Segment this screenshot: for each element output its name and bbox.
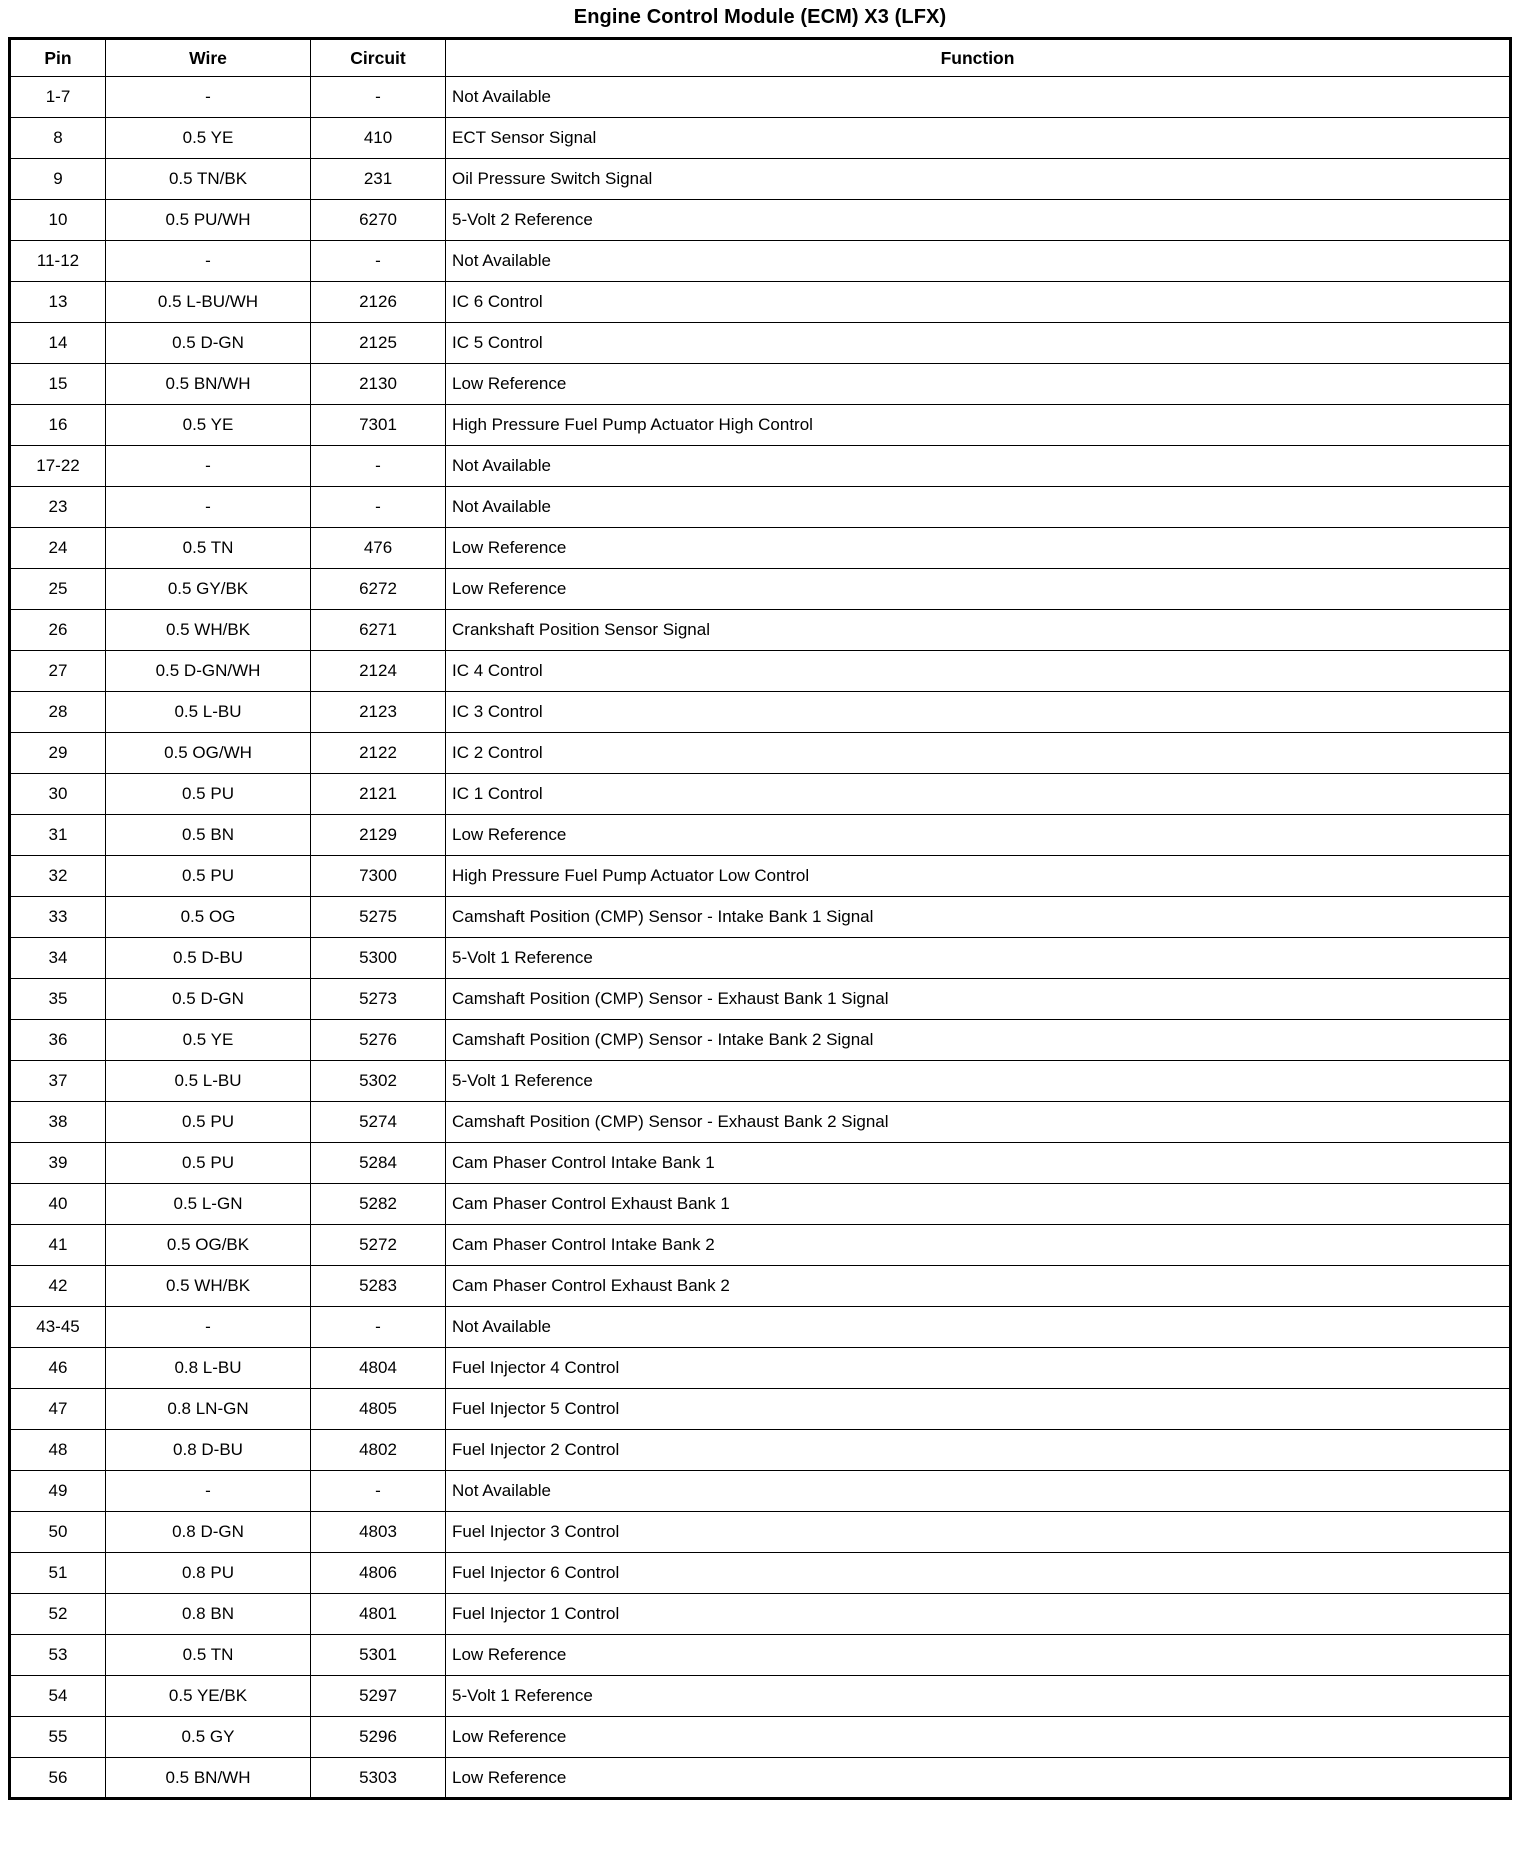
cell-wire: 0.5 D-BU [106, 938, 311, 979]
table-row [10, 1061, 1511, 1102]
cell-function: Low Reference [446, 1758, 1511, 1799]
cell-pin: 34 [10, 938, 106, 979]
table-row [10, 446, 1511, 487]
cell-wire: 0.5 D-GN [106, 323, 311, 364]
table-row [10, 569, 1511, 610]
cell-circuit: 4804 [311, 1348, 446, 1389]
cell-pin: 49 [10, 1471, 106, 1512]
cell-pin: 26 [10, 610, 106, 651]
table-row [10, 282, 1511, 323]
cell-pin: 29 [10, 733, 106, 774]
cell-wire: 0.5 L-GN [106, 1184, 311, 1225]
column-header-pin: Pin [10, 39, 106, 77]
cell-function: Camshaft Position (CMP) Sensor - Exhaust Bank 1 Signal [446, 979, 1511, 1020]
table-row [10, 774, 1511, 815]
cell-pin: 38 [10, 1102, 106, 1143]
table-row [10, 1020, 1511, 1061]
cell-function: Low Reference [446, 1635, 1511, 1676]
cell-wire: - [106, 241, 311, 282]
cell-function: ECT Sensor Signal [446, 118, 1511, 159]
cell-pin: 13 [10, 282, 106, 323]
cell-pin: 15 [10, 364, 106, 405]
cell-wire: - [106, 77, 311, 118]
ecm-pinout-table [8, 37, 1512, 1800]
cell-wire: 0.5 WH/BK [106, 1266, 311, 1307]
cell-circuit: 5303 [311, 1758, 446, 1799]
cell-wire: 0.5 YE/BK [106, 1676, 311, 1717]
table-row [10, 487, 1511, 528]
cell-pin: 14 [10, 323, 106, 364]
cell-function: Camshaft Position (CMP) Sensor - Intake Bank 1 Signal [446, 897, 1511, 938]
cell-circuit: 2129 [311, 815, 446, 856]
column-header-wire: Wire [106, 39, 311, 77]
table-header-row [10, 39, 1511, 77]
cell-wire: 0.8 D-BU [106, 1430, 311, 1471]
table-header [10, 39, 1511, 77]
cell-pin: 56 [10, 1758, 106, 1799]
cell-function: IC 6 Control [446, 282, 1511, 323]
cell-wire: - [106, 1307, 311, 1348]
cell-wire: 0.5 OG/WH [106, 733, 311, 774]
table-row [10, 1676, 1511, 1717]
table-row [10, 856, 1511, 897]
cell-circuit: 410 [311, 118, 446, 159]
cell-pin: 54 [10, 1676, 106, 1717]
table-row [10, 1184, 1511, 1225]
cell-pin: 48 [10, 1430, 106, 1471]
cell-circuit: 5273 [311, 979, 446, 1020]
cell-pin: 24 [10, 528, 106, 569]
cell-circuit: - [311, 241, 446, 282]
cell-function: Camshaft Position (CMP) Sensor - Exhaust Bank 2 Signal [446, 1102, 1511, 1143]
cell-wire: 0.5 PU [106, 856, 311, 897]
cell-wire: 0.5 OG [106, 897, 311, 938]
table-row [10, 1389, 1511, 1430]
cell-wire: 0.8 L-BU [106, 1348, 311, 1389]
cell-wire: 0.8 D-GN [106, 1512, 311, 1553]
table-row [10, 77, 1511, 118]
table-row [10, 241, 1511, 282]
cell-pin: 46 [10, 1348, 106, 1389]
cell-circuit: 6271 [311, 610, 446, 651]
cell-pin: 35 [10, 979, 106, 1020]
cell-wire: 0.5 YE [106, 405, 311, 446]
cell-function: Cam Phaser Control Intake Bank 1 [446, 1143, 1511, 1184]
cell-wire: 0.5 PU [106, 1102, 311, 1143]
column-header-circuit: Circuit [311, 39, 446, 77]
cell-function: Low Reference [446, 1717, 1511, 1758]
table-row [10, 159, 1511, 200]
cell-circuit: 6270 [311, 200, 446, 241]
cell-pin: 27 [10, 651, 106, 692]
cell-pin: 52 [10, 1594, 106, 1635]
cell-pin: 28 [10, 692, 106, 733]
table-row [10, 1225, 1511, 1266]
cell-wire: 0.5 PU [106, 1143, 311, 1184]
cell-function: Not Available [446, 77, 1511, 118]
cell-wire: 0.5 D-GN/WH [106, 651, 311, 692]
cell-circuit: 5276 [311, 1020, 446, 1061]
cell-circuit: 5284 [311, 1143, 446, 1184]
cell-pin: 1-7 [10, 77, 106, 118]
cell-function: Crankshaft Position Sensor Signal [446, 610, 1511, 651]
cell-function: Oil Pressure Switch Signal [446, 159, 1511, 200]
cell-pin: 25 [10, 569, 106, 610]
cell-pin: 11-12 [10, 241, 106, 282]
cell-wire: 0.5 TN [106, 1635, 311, 1676]
cell-function: Not Available [446, 241, 1511, 282]
cell-circuit: 6272 [311, 569, 446, 610]
cell-circuit: 4803 [311, 1512, 446, 1553]
cell-circuit: 5272 [311, 1225, 446, 1266]
table-row [10, 1307, 1511, 1348]
cell-function: Fuel Injector 2 Control [446, 1430, 1511, 1471]
cell-function: Low Reference [446, 815, 1511, 856]
table-row [10, 938, 1511, 979]
table-row [10, 1594, 1511, 1635]
table-row [10, 979, 1511, 1020]
cell-pin: 31 [10, 815, 106, 856]
cell-circuit: 2124 [311, 651, 446, 692]
cell-circuit: 5283 [311, 1266, 446, 1307]
cell-circuit: 2125 [311, 323, 446, 364]
cell-wire: 0.5 YE [106, 118, 311, 159]
cell-circuit: - [311, 1471, 446, 1512]
cell-circuit: 5301 [311, 1635, 446, 1676]
cell-wire: 0.5 L-BU [106, 692, 311, 733]
cell-function: 5-Volt 1 Reference [446, 1676, 1511, 1717]
cell-function: IC 5 Control [446, 323, 1511, 364]
cell-pin: 42 [10, 1266, 106, 1307]
cell-circuit: - [311, 1307, 446, 1348]
cell-function: Cam Phaser Control Intake Bank 2 [446, 1225, 1511, 1266]
cell-wire: 0.8 BN [106, 1594, 311, 1635]
cell-pin: 33 [10, 897, 106, 938]
table-row [10, 528, 1511, 569]
cell-function: 5-Volt 1 Reference [446, 938, 1511, 979]
table-row [10, 323, 1511, 364]
table-row [10, 1758, 1511, 1799]
cell-pin: 36 [10, 1020, 106, 1061]
cell-circuit: 5302 [311, 1061, 446, 1102]
table-row [10, 200, 1511, 241]
cell-function: Not Available [446, 1471, 1511, 1512]
cell-circuit: 7301 [311, 405, 446, 446]
cell-circuit: 5300 [311, 938, 446, 979]
cell-circuit: 2121 [311, 774, 446, 815]
cell-circuit: 4806 [311, 1553, 446, 1594]
cell-circuit: - [311, 77, 446, 118]
cell-circuit: 4805 [311, 1389, 446, 1430]
table-row [10, 1553, 1511, 1594]
cell-function: Fuel Injector 3 Control [446, 1512, 1511, 1553]
cell-pin: 17-22 [10, 446, 106, 487]
table-row [10, 1717, 1511, 1758]
cell-wire: 0.5 WH/BK [106, 610, 311, 651]
cell-circuit: 2123 [311, 692, 446, 733]
cell-circuit: 4801 [311, 1594, 446, 1635]
cell-function: Not Available [446, 487, 1511, 528]
cell-wire: 0.5 GY/BK [106, 569, 311, 610]
cell-pin: 23 [10, 487, 106, 528]
cell-pin: 41 [10, 1225, 106, 1266]
cell-function: Camshaft Position (CMP) Sensor - Intake Bank 2 Signal [446, 1020, 1511, 1061]
cell-pin: 47 [10, 1389, 106, 1430]
cell-wire: 0.5 L-BU [106, 1061, 311, 1102]
cell-circuit: 231 [311, 159, 446, 200]
cell-pin: 40 [10, 1184, 106, 1225]
cell-wire: 0.5 TN/BK [106, 159, 311, 200]
cell-circuit: 5296 [311, 1717, 446, 1758]
cell-circuit: 2122 [311, 733, 446, 774]
cell-function: IC 3 Control [446, 692, 1511, 733]
table-row [10, 1471, 1511, 1512]
cell-function: Cam Phaser Control Exhaust Bank 1 [446, 1184, 1511, 1225]
cell-function: 5-Volt 2 Reference [446, 200, 1511, 241]
table-row [10, 1635, 1511, 1676]
cell-pin: 10 [10, 200, 106, 241]
cell-wire: 0.5 GY [106, 1717, 311, 1758]
cell-wire: 0.5 L-BU/WH [106, 282, 311, 323]
cell-circuit: 5297 [311, 1676, 446, 1717]
table-row [10, 1512, 1511, 1553]
cell-function: Cam Phaser Control Exhaust Bank 2 [446, 1266, 1511, 1307]
table-row [10, 1348, 1511, 1389]
table-row [10, 1266, 1511, 1307]
table-row [10, 364, 1511, 405]
cell-circuit: 5274 [311, 1102, 446, 1143]
cell-pin: 37 [10, 1061, 106, 1102]
table-row [10, 405, 1511, 446]
cell-wire: - [106, 487, 311, 528]
cell-circuit: - [311, 446, 446, 487]
cell-wire: 0.8 PU [106, 1553, 311, 1594]
cell-wire: 0.8 LN-GN [106, 1389, 311, 1430]
cell-wire: 0.5 PU/WH [106, 200, 311, 241]
table-row [10, 1143, 1511, 1184]
cell-wire: 0.5 BN/WH [106, 1758, 311, 1799]
cell-wire: 0.5 YE [106, 1020, 311, 1061]
cell-function: Fuel Injector 4 Control [446, 1348, 1511, 1389]
cell-pin: 9 [10, 159, 106, 200]
table-body [10, 77, 1511, 1799]
cell-function: Not Available [446, 1307, 1511, 1348]
cell-circuit: 4802 [311, 1430, 446, 1471]
cell-circuit: 476 [311, 528, 446, 569]
cell-wire: - [106, 1471, 311, 1512]
table-row [10, 118, 1511, 159]
cell-circuit: 2130 [311, 364, 446, 405]
cell-function: Not Available [446, 446, 1511, 487]
cell-wire: 0.5 BN [106, 815, 311, 856]
table-row [10, 815, 1511, 856]
cell-wire: 0.5 TN [106, 528, 311, 569]
table-row [10, 897, 1511, 938]
cell-function: High Pressure Fuel Pump Actuator High Control [446, 405, 1511, 446]
cell-wire: 0.5 D-GN [106, 979, 311, 1020]
cell-wire: 0.5 BN/WH [106, 364, 311, 405]
cell-function: Low Reference [446, 364, 1511, 405]
cell-pin: 43-45 [10, 1307, 106, 1348]
cell-pin: 39 [10, 1143, 106, 1184]
cell-function: IC 1 Control [446, 774, 1511, 815]
table-row [10, 692, 1511, 733]
cell-pin: 32 [10, 856, 106, 897]
cell-function: Fuel Injector 5 Control [446, 1389, 1511, 1430]
cell-circuit: 5275 [311, 897, 446, 938]
table-row [10, 1430, 1511, 1471]
table-row [10, 610, 1511, 651]
cell-function: Fuel Injector 6 Control [446, 1553, 1511, 1594]
cell-pin: 55 [10, 1717, 106, 1758]
cell-circuit: 2126 [311, 282, 446, 323]
cell-circuit: 7300 [311, 856, 446, 897]
cell-pin: 16 [10, 405, 106, 446]
cell-pin: 50 [10, 1512, 106, 1553]
cell-wire: 0.5 OG/BK [106, 1225, 311, 1266]
cell-function: IC 2 Control [446, 733, 1511, 774]
cell-pin: 51 [10, 1553, 106, 1594]
table-row [10, 1102, 1511, 1143]
cell-function: Low Reference [446, 528, 1511, 569]
cell-function: Low Reference [446, 569, 1511, 610]
cell-pin: 53 [10, 1635, 106, 1676]
cell-wire: - [106, 446, 311, 487]
cell-wire: 0.5 PU [106, 774, 311, 815]
cell-circuit: 5282 [311, 1184, 446, 1225]
cell-function: High Pressure Fuel Pump Actuator Low Control [446, 856, 1511, 897]
cell-function: Fuel Injector 1 Control [446, 1594, 1511, 1635]
table-row [10, 733, 1511, 774]
cell-pin: 8 [10, 118, 106, 159]
cell-pin: 30 [10, 774, 106, 815]
cell-circuit: - [311, 487, 446, 528]
page-title: Engine Control Module (ECM) X3 (LFX) [573, 6, 947, 28]
cell-function: IC 4 Control [446, 651, 1511, 692]
table-row [10, 651, 1511, 692]
column-header-function: Function [446, 39, 1511, 77]
cell-function: 5-Volt 1 Reference [446, 1061, 1511, 1102]
